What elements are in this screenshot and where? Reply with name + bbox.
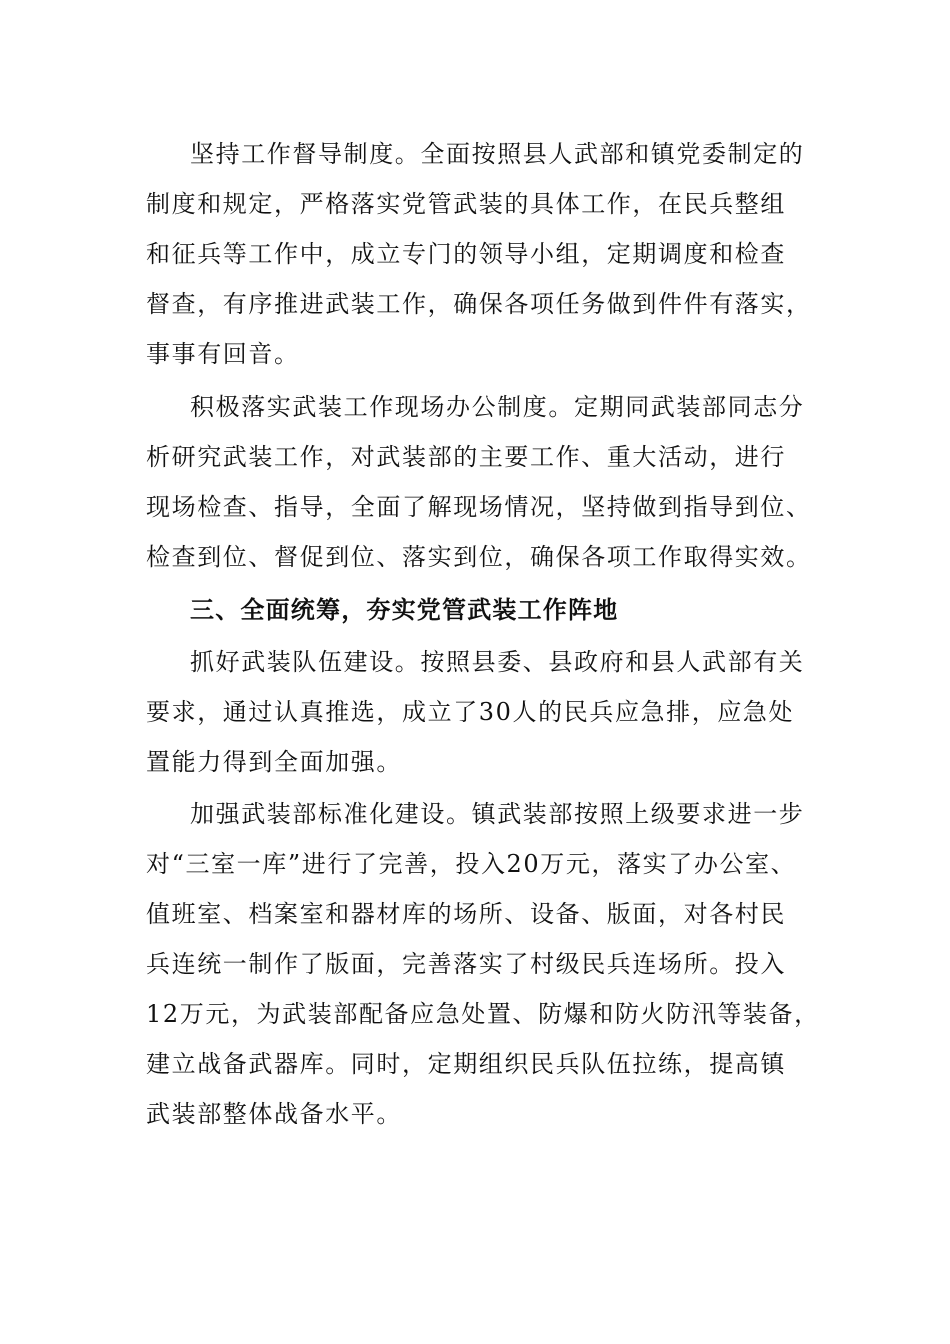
paragraph-1-line-1: 坚持工作督导制度。全面按照县人武部和镇党委制定的 bbox=[190, 140, 805, 168]
paragraph-4-line-2: 对“三室一库”进行了完善，投入20万元，落实了办公室、 bbox=[146, 850, 797, 878]
paragraph-2-line-1: 积极落实武装工作现场办公制度。定期同武装部同志分 bbox=[190, 393, 805, 421]
paragraph-1-line-4: 督查，有序推进武装工作，确保各项任务做到件件有落实， bbox=[146, 290, 812, 318]
paragraph-4-line-3: 值班室、档案室和器材库的场所、设备、版面，对各村民 bbox=[146, 900, 786, 928]
paragraph-1-line-5: 事事有回音。 bbox=[146, 340, 300, 368]
paragraph-2-line-4: 检查到位、督促到位、落实到位，确保各项工作取得实效。 bbox=[146, 543, 812, 571]
paragraph-3-line-2: 要求，通过认真推选，成立了30人的民兵应急排，应急处 bbox=[146, 698, 795, 726]
paragraph-2-line-3: 现场检查、指导，全面了解现场情况，坚持做到指导到位、 bbox=[146, 493, 812, 521]
paragraph-1-line-2: 制度和规定，严格落实党管武装的具体工作，在民兵整组 bbox=[146, 190, 786, 218]
paragraph-3-line-1: 抓好武装队伍建设。按照县委、县政府和县人武部有关 bbox=[190, 648, 805, 676]
paragraph-2-line-2: 析研究武装工作，对武装部的主要工作、重大活动，进行 bbox=[146, 443, 786, 471]
paragraph-4-line-1: 加强武装部标准化建设。镇武装部按照上级要求进一步 bbox=[190, 800, 805, 828]
section-heading: 三、全面统筹，夯实党管武装工作阵地 bbox=[190, 596, 619, 624]
paragraph-1-line-3: 和征兵等工作中，成立专门的领导小组，定期调度和检查 bbox=[146, 240, 786, 268]
paragraph-4-line-5: 12万元，为武装部配备应急处置、防爆和防火防汛等装备， bbox=[146, 1000, 820, 1028]
paragraph-3-line-3: 置能力得到全面加强。 bbox=[146, 748, 402, 776]
paragraph-4-line-6: 建立战备武器库。同时，定期组织民兵队伍拉练，提高镇 bbox=[146, 1050, 786, 1078]
paragraph-4-line-7: 武装部整体战备水平。 bbox=[146, 1100, 402, 1128]
paragraph-4-line-4: 兵连统一制作了版面，完善落实了村级民兵连场所。投入 bbox=[146, 950, 786, 978]
